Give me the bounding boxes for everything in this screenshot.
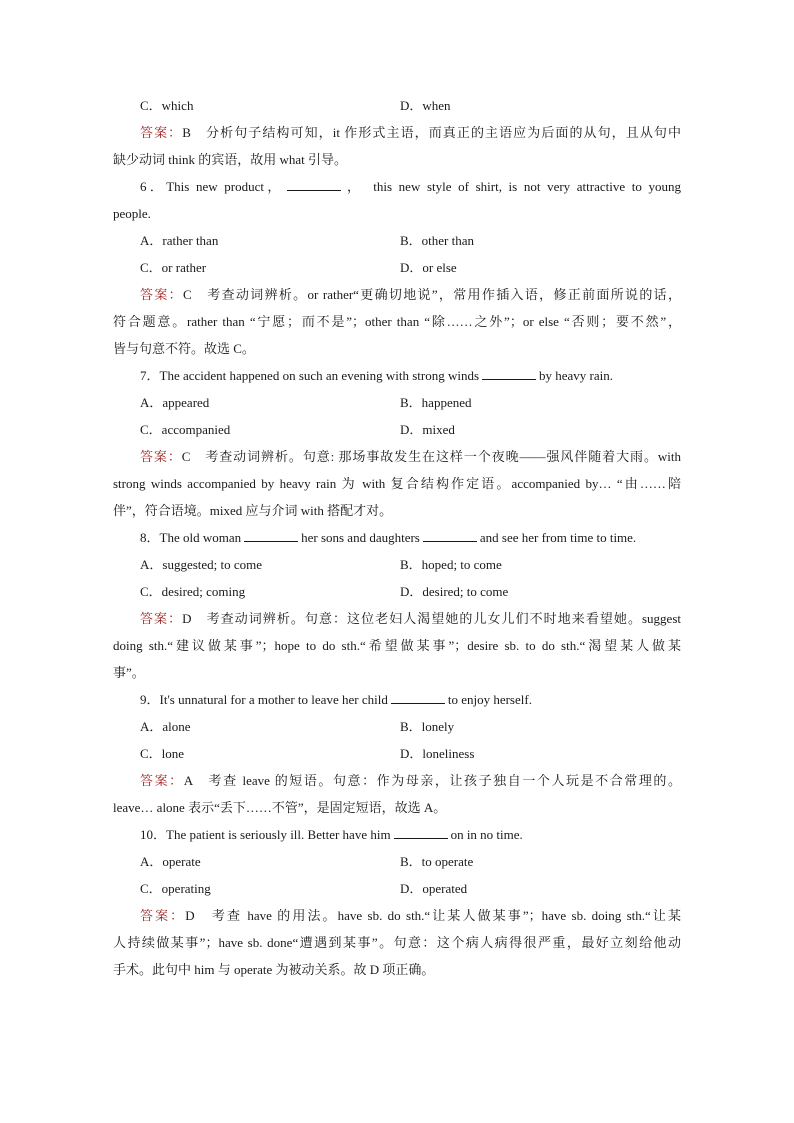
question-text: to enjoy herself. bbox=[447, 692, 532, 707]
answer-label: 答案： bbox=[140, 908, 186, 923]
explanation-line: 缺少动词 think 的宾语，故用 what 引导。 bbox=[113, 152, 347, 167]
explanation-line: 人持续做某事”；have sb. done“遭遇到某事”。句意：这个病人病得很严重，最好立刻给他动 bbox=[113, 935, 681, 950]
answer-blank bbox=[482, 367, 536, 380]
option-d: D．operated bbox=[400, 881, 468, 896]
answer-label: 答案： bbox=[140, 611, 183, 626]
exercise-page bbox=[113, 92, 681, 983]
question-text: 10．The patient is seriously ill. Better have him bbox=[140, 827, 391, 842]
answer-text: C 考查动词辨析。or rather“更确切地说”，常用作插入语，修正前面所说的话， bbox=[182, 287, 681, 302]
answer-line bbox=[113, 767, 681, 794]
answer-blank bbox=[244, 529, 298, 542]
answer-line bbox=[113, 443, 681, 470]
explanation-line: leave… alone 表示“丢下……不管”，是固定短语，故选 A。 bbox=[113, 800, 447, 815]
option-row bbox=[113, 875, 681, 902]
explanation-line: 皆与句意不符。故选 C。 bbox=[113, 341, 255, 356]
question-text: and see her from time to time. bbox=[479, 530, 637, 545]
option-b: B．to operate bbox=[400, 854, 474, 869]
option-d: D．loneliness bbox=[400, 746, 475, 761]
option-row bbox=[113, 416, 681, 443]
option-b: B．other than bbox=[400, 233, 475, 248]
option-row bbox=[113, 254, 681, 281]
answer-blank bbox=[391, 691, 445, 704]
option-a: A．rather than bbox=[140, 233, 219, 248]
question-10 bbox=[113, 821, 681, 848]
question-text: by heavy rain. bbox=[539, 368, 614, 383]
question-text: 6．This new product， bbox=[140, 179, 284, 194]
option-a: A．suggested; to come bbox=[140, 557, 263, 572]
option-c: C．which bbox=[140, 98, 194, 113]
answer-label: 答案： bbox=[140, 287, 183, 302]
answer-blank bbox=[394, 826, 448, 839]
explanation-line: 符合题意。rather than “宁愿；而不是”；other than “除……之外”；or else “否则；要不然”， bbox=[113, 314, 681, 329]
option-c: C．or rather bbox=[140, 260, 207, 275]
question-text: ， this new style of shirt, is not very attractive to young bbox=[343, 179, 681, 194]
answer-label: 答案： bbox=[140, 773, 184, 788]
explanation-line: strong winds accompanied by heavy rain 为 with 复合结构作定语。accompanied by… “由……陪 bbox=[113, 476, 681, 491]
option-a: A．operate bbox=[140, 854, 201, 869]
answer-blank bbox=[423, 529, 477, 542]
answer-text: B 分析句子结构可知，it 作形式主语，而真正的主语应为后面的从句，且从句中 bbox=[182, 125, 681, 140]
option-c: C．desired; coming bbox=[140, 584, 246, 599]
option-row bbox=[113, 848, 681, 875]
option-d: D．when bbox=[400, 98, 451, 113]
option-b: B．happened bbox=[400, 395, 472, 410]
option-b: B．lonely bbox=[400, 719, 455, 734]
answer-label: 答案： bbox=[140, 125, 183, 140]
explanation-line: doing sth.“建议做某事”；hope to do sth.“希望做某事”；desire sb. to do sth.“渴望某人做某 bbox=[113, 638, 681, 653]
question-continuation: people. bbox=[113, 206, 151, 221]
question-text: her sons and daughters bbox=[301, 530, 420, 545]
option-row bbox=[113, 713, 681, 740]
question-text: on in no time. bbox=[450, 827, 523, 842]
answer-blank bbox=[287, 178, 341, 191]
option-row bbox=[113, 740, 681, 767]
question-9 bbox=[113, 686, 681, 713]
answer-line bbox=[113, 119, 681, 146]
question-text: 8．The old woman bbox=[140, 530, 242, 545]
option-d: D．desired; to come bbox=[400, 584, 509, 599]
option-row bbox=[113, 551, 681, 578]
question-8 bbox=[113, 524, 681, 551]
answer-text: A 考查 leave 的短语。句意：作为母亲，让孩子独自一个人玩是不合常理的。 bbox=[183, 773, 681, 788]
question-7 bbox=[113, 362, 681, 389]
answer-label: 答案： bbox=[140, 449, 182, 464]
option-row bbox=[113, 227, 681, 254]
option-c: C．accompanied bbox=[140, 422, 231, 437]
explanation-line: 伴”，符合语境。mixed 应与介词 with 搭配才对。 bbox=[113, 503, 393, 518]
option-a: A．appeared bbox=[140, 395, 210, 410]
option-c: C．lone bbox=[140, 746, 185, 761]
explanation-line: 事”。 bbox=[113, 665, 145, 680]
answer-line bbox=[113, 605, 681, 632]
question-text: 9．It's unnatural for a mother to leave her child bbox=[140, 692, 388, 707]
option-row bbox=[113, 92, 681, 119]
answer-text: D 考查动词辨析。句意：这位老妇人渴望她的儿女儿们不时地来看望她。suggest bbox=[182, 611, 681, 626]
option-a: A．alone bbox=[140, 719, 191, 734]
answer-text: C 考查动词辨析。句意: 那场事故发生在这样一个夜晚——强风伴随着大雨。with bbox=[181, 449, 681, 464]
explanation-line: 手术。此句中 him 与 operate 为被动关系。故 D 项正确。 bbox=[113, 962, 435, 977]
option-c: C．operating bbox=[140, 881, 211, 896]
option-d: D．or else bbox=[400, 260, 457, 275]
question-6 bbox=[113, 173, 681, 200]
answer-line bbox=[113, 281, 681, 308]
option-row bbox=[113, 578, 681, 605]
option-d: D．mixed bbox=[400, 422, 455, 437]
answer-text: D 考查 have 的用法。have sb. do sth.“让某人做某事”；have sb. doing sth.“让某 bbox=[185, 908, 681, 923]
question-text: 7．The accident happened on such an evening with strong winds bbox=[140, 368, 479, 383]
option-b: B．hoped; to come bbox=[400, 557, 502, 572]
answer-line bbox=[113, 902, 681, 929]
option-row bbox=[113, 389, 681, 416]
